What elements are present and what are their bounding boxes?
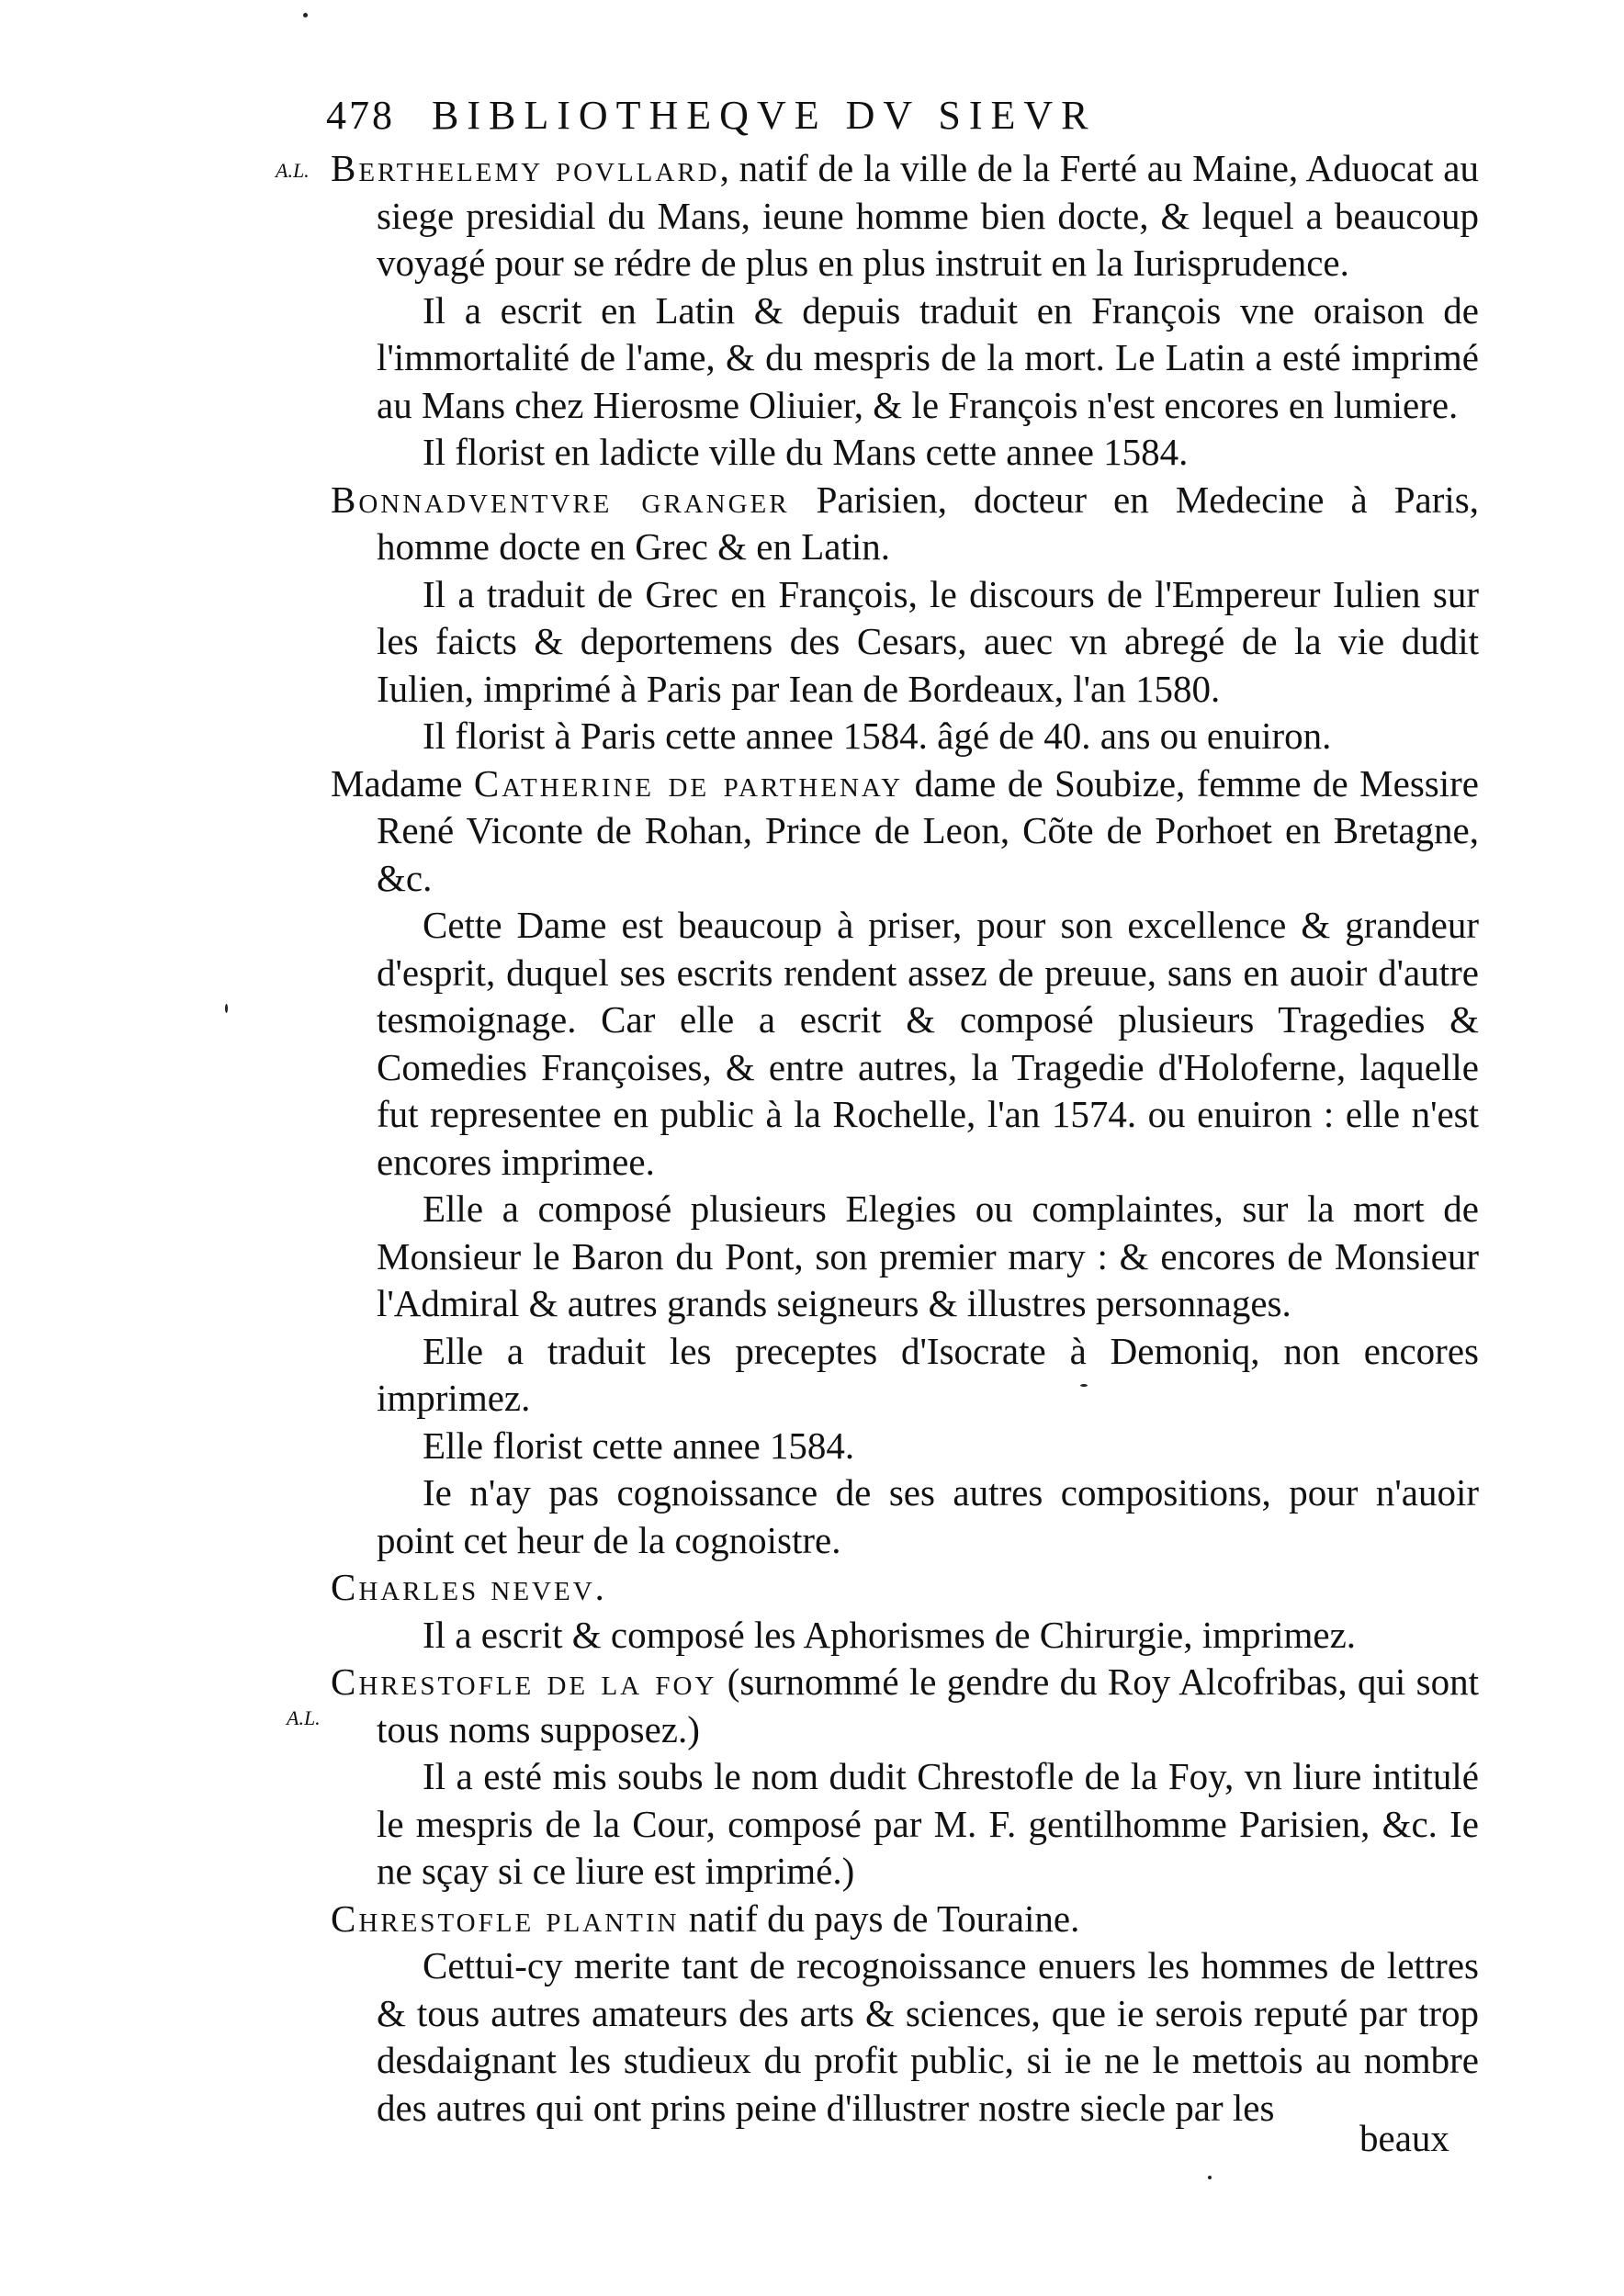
paragraph: Cette Dame est beaucoup à priser, pour son excellence & grandeur d'esprit, duquel ses escrits rendent assez de preuue, sans en auoir d'autre tesmoignage. Car elle a escrit & composé plusieurs Tragedies & Comedies Françoises, & entre autres, la Tragedie d'Holoferne, laquelle fut representee en public à la Rochelle, l'an 1574. ou enuiron : elle n'est encores imprimee. (377, 904, 1479, 1183)
entry-heading-text: (surnommé le gendre du Roy Alcofribas, qui sont tous noms supposez.) (377, 1660, 1479, 1750)
paragraph: Il a escrit en Latin & depuis traduit en François vne oraison de l'immortalité de l'ame, & du mespris de la mort. Le Latin a esté imprimé au Mans chez Hierosme Oliuier, & le François n'est encores en lumiere. (377, 288, 1479, 426)
entry (331, 477, 1479, 760)
entry-heading-text: , natif de la ville de la Ferté au Maine, Aduocat au siege presidial du Mans, ieune homme bien docte, & lequel a beaucoup voyagé pour se rédre de plus en plus instruit en la Iurisprudence. (377, 147, 1479, 284)
paragraph: Il florist en ladicte ville du Mans cette annee 1584. (423, 431, 1189, 473)
ink-speck (303, 13, 308, 17)
entry (331, 1896, 1479, 2133)
ink-speck (1080, 1384, 1088, 1387)
page-number: 478 (326, 93, 395, 138)
entry (331, 1564, 1479, 1659)
entry-name: Catherine de parthenay (473, 761, 904, 805)
entry-heading-text: Parisien, docteur en Medecine à Paris, homme docte en Grec & en Latin. (377, 478, 1480, 568)
entry-name: Charles nevev. (331, 1566, 607, 1608)
paragraph: Elle a composé plusieurs Elegies ou complaintes, sur la mort de Monsieur le Baron du Pont, son premier mary : & encores de Monsieur l'Admiral & autres grands seigneurs & illustres personnages. (377, 1187, 1479, 1324)
entry-prefix: Madame (331, 761, 474, 805)
margin-mark: A.L. (287, 1706, 321, 1729)
running-title: BIBLIOTHEQVE DV SIEVR (432, 93, 1097, 138)
ink-speck (225, 1004, 228, 1013)
paragraph: Cettui-cy merite tant de recognoissance enuers les hommes de lettres & tous autres amateurs des arts & sciences, que ie serois reputé par trop desdaignant les studieux du profit public, si ie ne le mettois au nombre des autres qui ont prins peine d'illustrer nostre siecle par les (377, 1944, 1479, 2129)
paragraph: Il a traduit de Grec en François, le discours de l'Empereur Iulien sur les faicts & deportemens des Cesars, auec vn abregé de la vie dudit Iulien, imprimé à Paris par Iean de Bordeaux, l'an 1580. (377, 572, 1479, 710)
page-header (326, 88, 1327, 143)
entry-name: Berthelemy povllard (331, 147, 720, 189)
entry-name: Chrestofle de la foy (331, 1660, 717, 1703)
margin-mark: A.L. (276, 159, 310, 182)
entry-heading (331, 1659, 1479, 1753)
body-text (331, 145, 1479, 2132)
entry (331, 1659, 1479, 1896)
catchword: beaux (1359, 2117, 1449, 2159)
paragraph: Elle florist cette annee 1584. (423, 1424, 855, 1467)
entry-heading (331, 1896, 1479, 1943)
entry-name: Chrestofle plantin (331, 1896, 680, 1940)
entry (331, 145, 1479, 477)
entry-heading (331, 477, 1480, 571)
entry-heading-text: dame de Soubize, femme de Messire René Viconte de Rohan, Prince de Leon, Cõte de Porhoet en Bretagne, &c. (377, 761, 1479, 899)
paragraph: Il florist à Paris cette annee 1584. âgé de 40. ans ou enuiron. (423, 715, 1332, 757)
paragraph: Il a esté mis soubs le nom dudit Chrestofle de la Foy, vn liure intitulé le mespris de la Cour, composé par M. F. gentilhomme Parisien, &c. Ie ne sçay si ce liure est imprimé.) (377, 1755, 1479, 1892)
entry-heading (331, 760, 1479, 903)
paragraph: Il a escrit & composé les Aphorismes de Chirurgie, imprimez. (423, 1613, 1357, 1656)
entry-heading (331, 1564, 1479, 1612)
paragraph: Ie n'ay pas cognoissance de ses autres compositions, pour n'auoir point cet heur de la cognoistre. (377, 1471, 1479, 1561)
ink-speck (1208, 2176, 1212, 2179)
entry-heading-text: natif du pays de Touraine. (679, 1896, 1080, 1940)
entry-name: Bonnadventvre granger (331, 478, 790, 521)
entry (331, 760, 1479, 1565)
paragraph: Elle a traduit les preceptes d'Isocrate à Demoniq, non encores imprimez. (377, 1329, 1479, 1419)
entry-heading (331, 145, 1479, 287)
